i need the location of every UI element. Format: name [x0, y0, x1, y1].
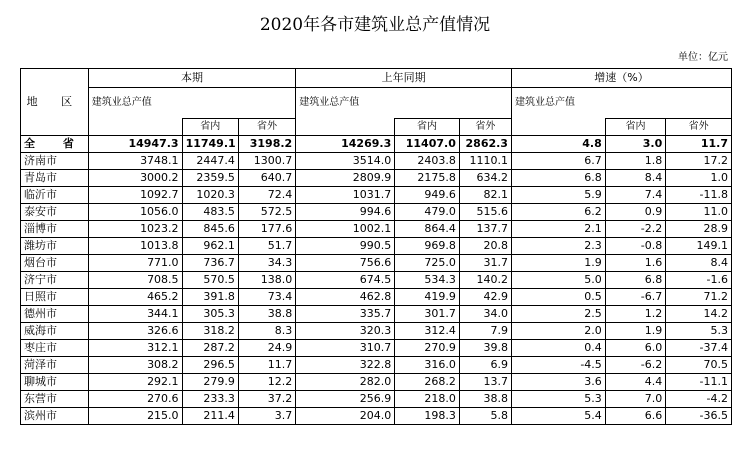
value-cell: 1300.7: [238, 153, 295, 170]
value-cell: 71.2: [666, 289, 732, 306]
value-cell: 177.6: [238, 221, 295, 238]
value-cell: -1.6: [666, 272, 732, 289]
value-cell: 11407.0: [395, 136, 460, 153]
value-cell: 28.9: [666, 221, 732, 238]
value-cell: 1092.7: [88, 187, 182, 204]
value-cell: 736.7: [182, 255, 238, 272]
sub-header-domestic: 省内: [605, 119, 665, 136]
value-cell: 3.0: [605, 136, 665, 153]
group-header-growth: 增速（%）: [511, 69, 731, 88]
value-cell: 6.9: [459, 357, 511, 374]
value-cell: 994.6: [296, 204, 395, 221]
value-cell: 1056.0: [88, 204, 182, 221]
blank-header-cell: [88, 119, 182, 136]
value-cell: 572.5: [238, 204, 295, 221]
region-name: 济宁市: [21, 272, 89, 289]
table-row: [21, 272, 732, 289]
page-title: 2020年各市建筑业总产值情况: [259, 15, 491, 35]
value-cell: 37.2: [238, 391, 295, 408]
value-cell: 14.2: [666, 306, 732, 323]
value-cell: 11.0: [666, 204, 732, 221]
value-cell: 318.2: [182, 323, 238, 340]
value-cell: 725.0: [395, 255, 460, 272]
value-cell: 0.5: [511, 289, 605, 306]
value-cell: 7.0: [605, 391, 665, 408]
value-cell: 864.4: [395, 221, 460, 238]
value-cell: 1110.1: [459, 153, 511, 170]
sub-header-external: 省外: [459, 119, 511, 136]
value-cell: -11.8: [666, 187, 732, 204]
value-cell: 708.5: [88, 272, 182, 289]
total-row: [21, 136, 732, 153]
value-cell: 1023.2: [88, 221, 182, 238]
value-cell: 570.5: [182, 272, 238, 289]
value-cell: 256.9: [296, 391, 395, 408]
value-cell: 322.8: [296, 357, 395, 374]
metric-header-growth: 建筑业总产值: [511, 88, 731, 119]
table-row: [21, 340, 732, 357]
value-cell: 320.3: [296, 323, 395, 340]
region-name: 青岛市: [21, 170, 89, 187]
value-cell: 308.2: [88, 357, 182, 374]
value-cell: 31.7: [459, 255, 511, 272]
value-cell: -6.7: [605, 289, 665, 306]
group-header-current: 本期: [88, 69, 295, 88]
value-cell: 4.8: [511, 136, 605, 153]
value-cell: 3198.2: [238, 136, 295, 153]
value-cell: 534.3: [395, 272, 460, 289]
value-cell: 137.7: [459, 221, 511, 238]
value-cell: -2.2: [605, 221, 665, 238]
value-cell: 1.0: [666, 170, 732, 187]
value-cell: 845.6: [182, 221, 238, 238]
value-cell: 310.7: [296, 340, 395, 357]
value-cell: 70.5: [666, 357, 732, 374]
value-cell: 14269.3: [296, 136, 395, 153]
value-cell: 2175.8: [395, 170, 460, 187]
value-cell: 2862.3: [459, 136, 511, 153]
value-cell: 34.3: [238, 255, 295, 272]
value-cell: 756.6: [296, 255, 395, 272]
value-cell: 2.1: [511, 221, 605, 238]
table-row: [21, 357, 732, 374]
value-cell: 1.2: [605, 306, 665, 323]
group-header-last-year: 上年同期: [296, 69, 512, 88]
value-cell: 316.0: [395, 357, 460, 374]
value-cell: 483.5: [182, 204, 238, 221]
value-cell: -37.4: [666, 340, 732, 357]
value-cell: 771.0: [88, 255, 182, 272]
value-cell: 12.2: [238, 374, 295, 391]
value-cell: 292.1: [88, 374, 182, 391]
region-name: 菏泽市: [21, 357, 89, 374]
value-cell: 6.8: [511, 170, 605, 187]
value-cell: 640.7: [238, 170, 295, 187]
value-cell: 301.7: [395, 306, 460, 323]
value-cell: 72.4: [238, 187, 295, 204]
value-cell: 2.5: [511, 306, 605, 323]
value-cell: 305.3: [182, 306, 238, 323]
value-cell: 0.9: [605, 204, 665, 221]
table-row: [21, 153, 732, 170]
value-cell: 11.7: [238, 357, 295, 374]
value-cell: 479.0: [395, 204, 460, 221]
value-cell: 0.4: [511, 340, 605, 357]
value-cell: 5.4: [511, 408, 605, 425]
value-cell: 335.7: [296, 306, 395, 323]
table-row: [21, 391, 732, 408]
value-cell: 634.2: [459, 170, 511, 187]
value-cell: 326.6: [88, 323, 182, 340]
value-cell: 465.2: [88, 289, 182, 306]
value-cell: 73.4: [238, 289, 295, 306]
region-name: 东营市: [21, 391, 89, 408]
value-cell: 17.2: [666, 153, 732, 170]
region-name: 淄博市: [21, 221, 89, 238]
region-name: 泰安市: [21, 204, 89, 221]
table-row: [21, 323, 732, 340]
value-cell: 5.9: [511, 187, 605, 204]
value-cell: 13.7: [459, 374, 511, 391]
value-cell: 8.4: [605, 170, 665, 187]
value-cell: 7.9: [459, 323, 511, 340]
value-cell: 14947.3: [88, 136, 182, 153]
value-cell: 268.2: [395, 374, 460, 391]
sub-header-domestic: 省内: [182, 119, 238, 136]
value-cell: 2359.5: [182, 170, 238, 187]
value-cell: 6.0: [605, 340, 665, 357]
value-cell: 270.9: [395, 340, 460, 357]
sub-header-external: 省外: [666, 119, 732, 136]
value-cell: 344.1: [88, 306, 182, 323]
value-cell: 990.5: [296, 238, 395, 255]
value-cell: 38.8: [459, 391, 511, 408]
value-cell: 949.6: [395, 187, 460, 204]
value-cell: 1.6: [605, 255, 665, 272]
value-cell: 2.3: [511, 238, 605, 255]
metric-header-current: 建筑业总产值: [88, 88, 295, 119]
region-name: 枣庄市: [21, 340, 89, 357]
value-cell: 6.7: [511, 153, 605, 170]
value-cell: 8.3: [238, 323, 295, 340]
region-name: 威海市: [21, 323, 89, 340]
metric-header-last-year: 建筑业总产值: [296, 88, 512, 119]
blank-header-cell: [511, 119, 605, 136]
value-cell: 138.0: [238, 272, 295, 289]
value-cell: 149.1: [666, 238, 732, 255]
value-cell: 462.8: [296, 289, 395, 306]
value-cell: 296.5: [182, 357, 238, 374]
table-row: [21, 221, 732, 238]
value-cell: 233.3: [182, 391, 238, 408]
value-cell: 3000.2: [88, 170, 182, 187]
value-cell: 39.8: [459, 340, 511, 357]
value-cell: 6.8: [605, 272, 665, 289]
value-cell: 2403.8: [395, 153, 460, 170]
blank-header-cell: [296, 119, 395, 136]
value-cell: -4.5: [511, 357, 605, 374]
table-row: [21, 306, 732, 323]
value-cell: 215.0: [88, 408, 182, 425]
value-cell: 6.6: [605, 408, 665, 425]
value-cell: 1.8: [605, 153, 665, 170]
value-cell: -11.1: [666, 374, 732, 391]
region-name: 德州市: [21, 306, 89, 323]
sub-header-external: 省外: [238, 119, 295, 136]
value-cell: 674.5: [296, 272, 395, 289]
value-cell: 3.6: [511, 374, 605, 391]
value-cell: 962.1: [182, 238, 238, 255]
value-cell: 2809.9: [296, 170, 395, 187]
value-cell: 5.0: [511, 272, 605, 289]
value-cell: -0.8: [605, 238, 665, 255]
table-row: [21, 187, 732, 204]
region-name: 临沂市: [21, 187, 89, 204]
value-cell: 3.7: [238, 408, 295, 425]
value-cell: 34.0: [459, 306, 511, 323]
value-cell: 1.9: [511, 255, 605, 272]
table-row: [21, 289, 732, 306]
value-cell: 4.4: [605, 374, 665, 391]
table-row: [21, 204, 732, 221]
sub-header-domestic: 省内: [395, 119, 460, 136]
table-row: [21, 238, 732, 255]
value-cell: -36.5: [666, 408, 732, 425]
value-cell: 312.4: [395, 323, 460, 340]
value-cell: 3748.1: [88, 153, 182, 170]
region-name: 济南市: [21, 153, 89, 170]
value-cell: 515.6: [459, 204, 511, 221]
value-cell: -6.2: [605, 357, 665, 374]
value-cell: 5.3: [666, 323, 732, 340]
value-cell: 1031.7: [296, 187, 395, 204]
value-cell: 7.4: [605, 187, 665, 204]
value-cell: 419.9: [395, 289, 460, 306]
value-cell: 1002.1: [296, 221, 395, 238]
value-cell: 5.3: [511, 391, 605, 408]
table-row: [21, 374, 732, 391]
value-cell: 279.9: [182, 374, 238, 391]
table-row: [21, 408, 732, 425]
value-cell: 11.7: [666, 136, 732, 153]
value-cell: 270.6: [88, 391, 182, 408]
region-name: 滨州市: [21, 408, 89, 425]
value-cell: 82.1: [459, 187, 511, 204]
value-cell: 2.0: [511, 323, 605, 340]
value-cell: 51.7: [238, 238, 295, 255]
region-name: 潍坊市: [21, 238, 89, 255]
value-cell: 1013.8: [88, 238, 182, 255]
region-name: 烟台市: [21, 255, 89, 272]
value-cell: 3514.0: [296, 153, 395, 170]
data-table: [20, 68, 732, 425]
table-row: [21, 170, 732, 187]
value-cell: 282.0: [296, 374, 395, 391]
value-cell: 5.8: [459, 408, 511, 425]
value-cell: 218.0: [395, 391, 460, 408]
value-cell: 391.8: [182, 289, 238, 306]
region-name: 全 省: [21, 136, 89, 153]
region-name: 聊城市: [21, 374, 89, 391]
value-cell: 1.9: [605, 323, 665, 340]
region-header: 地 区: [21, 69, 89, 136]
value-cell: -4.2: [666, 391, 732, 408]
value-cell: 1020.3: [182, 187, 238, 204]
value-cell: 11749.1: [182, 136, 238, 153]
value-cell: 6.2: [511, 204, 605, 221]
value-cell: 42.9: [459, 289, 511, 306]
value-cell: 287.2: [182, 340, 238, 357]
value-cell: 38.8: [238, 306, 295, 323]
value-cell: 204.0: [296, 408, 395, 425]
value-cell: 140.2: [459, 272, 511, 289]
region-name: 日照市: [21, 289, 89, 306]
value-cell: 2447.4: [182, 153, 238, 170]
unit-label: 单位：亿元: [678, 52, 728, 63]
value-cell: 8.4: [666, 255, 732, 272]
table-row: [21, 255, 732, 272]
value-cell: 969.8: [395, 238, 460, 255]
value-cell: 198.3: [395, 408, 460, 425]
value-cell: 312.1: [88, 340, 182, 357]
value-cell: 20.8: [459, 238, 511, 255]
value-cell: 211.4: [182, 408, 238, 425]
value-cell: 24.9: [238, 340, 295, 357]
